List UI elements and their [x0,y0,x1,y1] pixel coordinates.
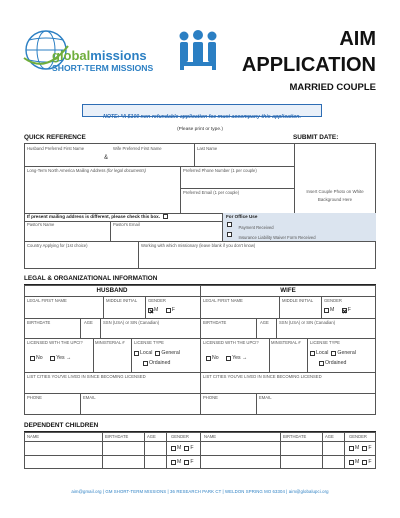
wife-license-local-label: Local [316,350,329,356]
dep-4-m-label: M [355,459,360,466]
wife-gender-m-checkbox[interactable] [324,308,329,313]
wife-legal-first-label: LEGAL FIRST NAME [203,298,243,303]
husband-license-type-label: LICENSE TYPE [134,340,164,345]
brand-logo [22,26,172,88]
mailing-text: Long-Term North America Mailing Address [27,168,106,173]
husband-gender-options [148,307,178,314]
husband-license-general-checkbox[interactable] [155,351,160,356]
wife-email-label: EMAIL [259,395,272,400]
ampersand: & [104,155,109,161]
wife-gender-f-checkbox[interactable] [342,308,347,313]
husband-gender-m-label: M [154,307,159,314]
wife-license-type-label: LICENSE TYPE [310,340,340,345]
phone-label: Preferred Phone Number (1 per couple) [183,168,257,173]
husband-license-general-label: General [161,350,180,356]
missionary-input[interactable] [139,248,375,268]
dependents-heading: DEPENDENT CHILDREN [24,422,99,429]
photo-line1: Insert Couple Photo on White [306,189,364,194]
title-application: APPLICATION [241,54,376,76]
dep-row-2-left [171,459,197,466]
footer-contact: aim@gmail.org | GM SHORT-TERM MISSIONS | 36 RESEARCH PARK CT | WELDON SPRING MO 63304 | aim@globalupci.org [71,489,329,494]
alt-mailing-label: If present mailing address is different, please check this box. [27,214,161,219]
office-use-box [222,213,376,241]
dep-2-m-checkbox[interactable] [349,446,354,451]
husband-phone-label: PHONE [27,395,42,400]
pastor-email-input[interactable] [111,227,221,240]
wife-sin-label: SSN (USA) or SIN (Canadian) [279,320,336,325]
phone-input[interactable] [181,173,293,187]
wife-gender-label: GENDER [324,298,342,303]
husband-cities-label: LIST CITIES YOU'VE LIVED IN SINCE BECOMING LICENSED [27,374,146,379]
dep-row-1-right [349,445,375,452]
dep-name-header-2: NAME [204,434,217,439]
missionary-label: Working with which missionary (leave blank if you don't know) [141,243,256,248]
dep-1-m-label: M [177,445,182,452]
dep-name-header-1: NAME [27,434,40,439]
wife-ministerial-label: MINISTERIAL # [271,340,301,345]
dep-1-f-checkbox[interactable] [184,446,189,451]
husband-gender-f-checkbox[interactable] [166,308,171,313]
wife-gender-f-label: F [347,307,351,314]
husband-legal-first-label: LEGAL FIRST NAME [27,298,67,303]
husband-age-label: AGE [84,320,93,325]
husband-email-label: EMAIL [83,395,96,400]
wife-licensed-label: LICENSED WITH THE UPCI? [203,340,259,345]
aim-people-icon [176,30,220,72]
photo-placeholder[interactable] [296,188,374,205]
wife-middle-initial-label: MIDDLE INITIAL [282,298,314,303]
country-label: Country Applying for (1st choice) [27,243,88,248]
mailing-hint: (for legal documents) [106,168,146,173]
husband-licensed-no-checkbox[interactable] [30,356,35,361]
dep-row-1-left [171,445,197,452]
dep-gender-header-2: GENDER [349,434,367,439]
waiver-label: Insurance Liability Waiver Form Received [238,235,316,240]
husband-license-type-options [134,349,183,367]
dep-2-m-label: M [355,445,360,452]
wife-licensed-no-label: No [212,355,219,362]
dep-4-m-checkbox[interactable] [349,460,354,465]
husband-licensed-yes-label: Yes → [56,355,72,362]
dep-1-f-label: F [190,445,194,452]
husband-gender-label: GENDER [148,298,166,303]
wife-gender-options [324,307,354,314]
wife-birthdate-label: BIRTHDATE [203,320,227,325]
mailing-input[interactable] [25,173,179,211]
husband-middle-initial-label: MIDDLE INITIAL [106,298,138,303]
dep-2-f-label: F [368,445,372,452]
husband-licensed-yes-checkbox[interactable] [50,356,55,361]
husband-gender-f-label: F [171,307,175,314]
wife-header: WIFE [280,287,296,294]
waiver-row [227,232,316,241]
dep-age-header-1: AGE [147,434,156,439]
wife-license-general-checkbox[interactable] [331,351,336,356]
dep-birthdate-header-1: BIRTHDATE [105,434,129,439]
wife-cities-input[interactable] [201,380,375,392]
husband-ministerial-label: MINISTERIAL # [95,340,125,345]
pastor-name-label: Pastor's Name [27,222,55,227]
title-subtitle: MARRIED COUPLE [289,82,376,93]
dep-2-f-checkbox[interactable] [362,446,367,451]
wife-first-input[interactable] [112,151,192,165]
last-name-label: Last Name [197,146,218,151]
wife-licensed-yes-checkbox[interactable] [226,356,231,361]
dep-row-2-right [349,459,375,466]
husband-license-local-checkbox[interactable] [134,351,139,356]
wife-first-label: Wife Preferred First Name [113,146,162,151]
wife-license-general-label: General [337,350,356,356]
dep-4-f-label: F [368,459,372,466]
alt-mailing-row [27,213,168,221]
last-name-input[interactable] [196,151,294,165]
wife-license-type-options [310,349,359,367]
husband-cities-input[interactable] [25,380,199,392]
husband-license-ordained-checkbox[interactable] [143,361,148,366]
dep-age-header-2: AGE [325,434,334,439]
quick-reference-heading: QUICK REFERENCE [24,134,86,141]
wife-license-local-checkbox[interactable] [310,351,315,356]
dep-4-f-checkbox[interactable] [362,460,367,465]
wife-license-ordained-checkbox[interactable] [319,361,324,366]
alt-mailing-checkbox[interactable] [163,214,168,219]
wife-phone-label: PHONE [203,395,218,400]
wife-cities-label: LIST CITIES YOU'VE LIVED IN SINCE BECOMING LICENSED [203,374,322,379]
dep-gender-header-1: GENDER [171,434,189,439]
country-input[interactable] [25,248,137,268]
print-note: (Please print or type.) [177,127,223,132]
dep-3-m-label: M [177,459,182,466]
email-input[interactable] [181,195,293,211]
waiver-checkbox[interactable] [227,232,232,237]
husband-first-input[interactable] [25,151,101,165]
husband-license-ordained-label: Ordained [149,360,171,367]
pastor-email-label: Pastor's Email [113,222,140,227]
husband-licensed-options [30,355,74,362]
title-aim: AIM [339,28,376,50]
brand-tagline: SHORT-TERM MISSIONS [52,63,154,73]
husband-sin-label: SSN (USA) or SIN (Canadian) [103,320,160,325]
dep-3-f-checkbox[interactable] [184,460,189,465]
husband-header: HUSBAND [96,287,128,294]
husband-license-local-label: Local [140,350,153,356]
wife-age-label: AGE [260,320,269,325]
brand-missions: missions [90,48,147,63]
husband-licensed-no-label: No [36,355,43,362]
dep-birthdate-header-2: BIRTHDATE [283,434,307,439]
wife-licensed-yes-label: Yes → [232,355,248,362]
photo-line2: Background Here [317,197,353,203]
pastor-name-input[interactable] [25,227,109,240]
payment-label: Payment Received [238,225,274,230]
submit-date-label: SUBMIT DATE: [293,134,339,141]
husband-licensed-label: LICENSED WITH THE UPCI? [27,340,83,345]
wife-license-ordained-label: Ordained [325,360,347,367]
fee-note-text: NOTE: *A $100 non-refundable application fee must accompany this application. [103,114,301,120]
husband-birthdate-label: BIRTHDATE [27,320,51,325]
brand-global: global [52,48,91,63]
office-use-label: For Office Use [226,214,258,219]
email-label: Preferred Email (1 per couple) [183,190,240,195]
dep-1-m-checkbox[interactable] [171,446,176,451]
husband-first-label: Husband Preferred First Name [27,146,85,151]
legal-heading: LEGAL & ORGANIZATIONAL INFORMATION [24,275,158,282]
wife-licensed-no-checkbox[interactable] [206,356,211,361]
fee-note [82,104,322,120]
dep-3-f-label: F [190,459,194,466]
wife-gender-m-label: M [330,307,335,314]
husband-gender-m-checkbox[interactable] [148,308,153,313]
dep-3-m-checkbox[interactable] [171,460,176,465]
wife-licensed-options [206,355,250,362]
